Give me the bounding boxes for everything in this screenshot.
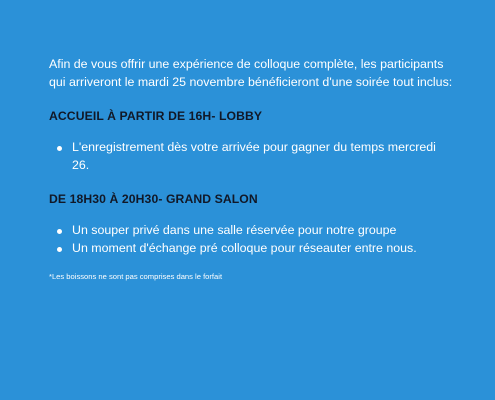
bullet-icon [57,247,62,252]
grand-salon-list [49,222,454,257]
section-heading-grand-salon: DE 18H30 À 20H30- GRAND SALON [49,192,258,206]
section-heading-accueil: ACCUEIL À PARTIR DE 16H- LOBBY [49,109,263,123]
accueil-list [49,139,454,174]
list-item [49,240,454,258]
bullet-icon [57,146,62,151]
footnote: *Les boissons ne sont pas comprises dans le forfait [49,272,223,281]
list-item-text: L'enregistrement dès votre arrivée pour gagner du temps mercredi 26. [72,140,436,172]
intro-paragraph: Afin de vous offrir une expérience de colloque complète, les participants qui arriveront le mardi 25 novembre bénéficieront d'une soirée tout inclus: [49,57,453,89]
list-item [49,222,454,240]
list-item [49,139,454,174]
list-item-text: Un moment d'échange pré colloque pour réseauter entre nous. [72,240,417,255]
list-item-text: Un souper privé dans une salle réservée pour notre groupe [72,223,397,237]
content-block [49,56,454,282]
bullet-icon [57,229,62,234]
